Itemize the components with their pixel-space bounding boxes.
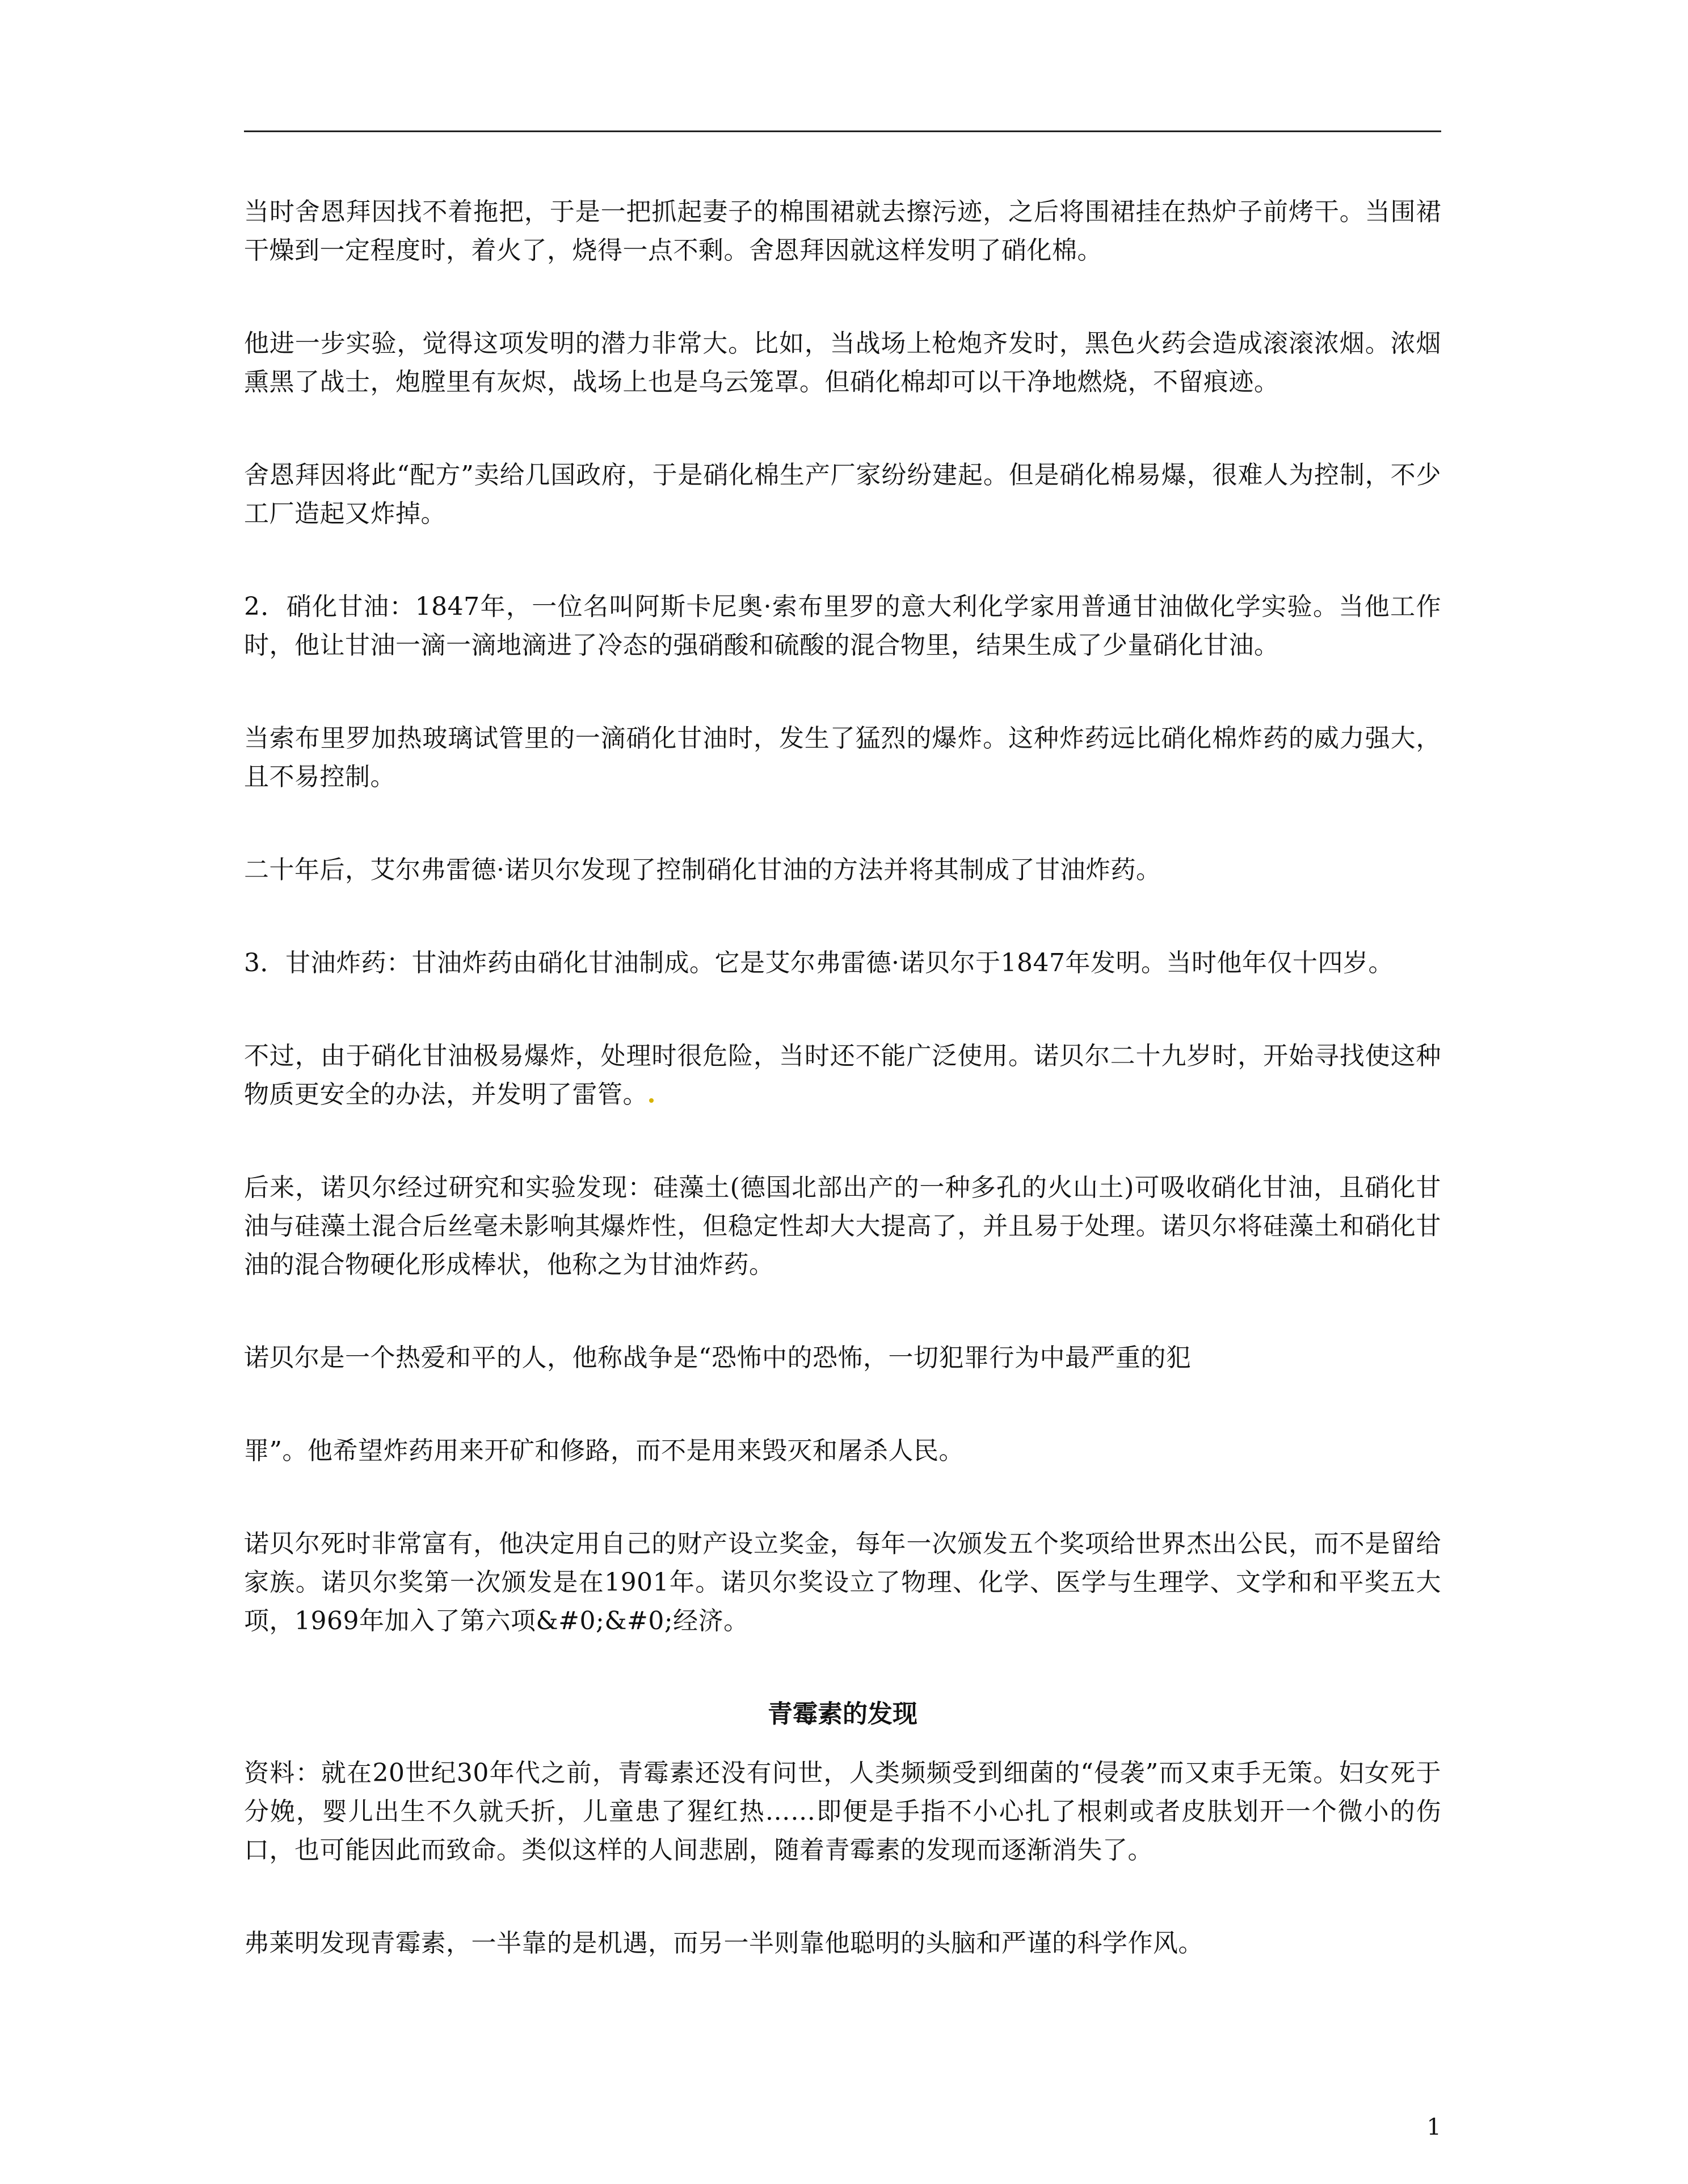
paragraph-detonator-text: 不过，由于硝化甘油极易爆炸，处理时很危险，当时还不能广泛使用。诺贝尔二十九岁时，开始寻找使这种物质更安全的办法，并发明了雷管。 xyxy=(244,1042,1441,1109)
page-number: 1 xyxy=(1426,2114,1441,2140)
header-rule xyxy=(244,130,1441,132)
paragraph-diatomaceous-earth: 后来，诺贝尔经过研究和实验发现：硅藻土(德国北部出产的一种多孔的火山土)可吸收硝化甘油，且硝化甘油与硅藻土混合后丝毫未影响其爆炸性，但稳定性却大大提高了，并且易于处理。诺贝尔将硅藻土和硝化甘油的混合物硬化形成棒状，他称之为甘油炸药。 xyxy=(244,1173,1441,1279)
highlight-marker xyxy=(649,1098,654,1103)
document-body xyxy=(244,193,1441,2017)
paragraph-dynamite: 3．甘油炸药：甘油炸药由硝化甘油制成。它是艾尔弗雷德·诺贝尔于1847年发明。当时他年仅十四岁。 xyxy=(244,948,1394,977)
paragraph-nitroglycerin: 2．硝化甘油：1847年，一位名叫阿斯卡尼奥·索布里罗的意大利化学家用普通甘油做化学实验。当他工作时，他让甘油一滴一滴地滴进了冷态的强硝酸和硫酸的混合物里，结果生成了少量硝化甘油。 xyxy=(244,592,1441,660)
paragraph-nitrocellulose-discovery: 当时舍恩拜因找不着拖把，于是一把抓起妻子的棉围裙就去擦污迹，之后将围裙挂在热炉子前烤干。当围裙干燥到一定程度时，着火了，烧得一点不剩。舍恩拜因就这样发明了硝化棉。 xyxy=(244,197,1441,265)
paragraph-nobel-control: 二十年后，艾尔弗雷德·诺贝尔发现了控制硝化甘油的方法并将其制成了甘油炸药。 xyxy=(244,855,1161,884)
section-heading: 青霉素的发现 xyxy=(768,1700,917,1728)
paragraph-penicillin-background: 资料：就在20世纪30年代之前，青霉素还没有问世，人类频频受到细菌的“侵袭”而又束手无策。妇女死于分娩，婴儿出生不久就夭折，儿童患了猩红热……即便是手指不小心扎了根刺或者皮肤划开一个微小的伤口，也可能因此而致命。类似这样的人间悲剧，随着青霉素的发现而逐渐消失了。 xyxy=(244,1759,1441,1865)
paragraph-nobel-prize: 诺贝尔死时非常富有，他决定用自己的财产设立奖金，每年一次颁发五个奖项给世界杰出公民，而不是留给家族。诺贝尔奖第一次颁发是在1901年。诺贝尔奖设立了物理、化学、医学与生理学、文学和和平奖五大项，1969年加入了第六项&#0;&#0;经济。 xyxy=(244,1529,1441,1635)
paragraph-nitrocellulose-factories: 舍恩拜因将此“配方”卖给几国政府，于是硝化棉生产厂家纷纷建起。但是硝化棉易爆，很难人为控制，不少工厂造起又炸掉。 xyxy=(244,461,1441,528)
paragraph-peace-quote-end: 罪”。他希望炸药用来开矿和修路，而不是用来毁灭和屠杀人民。 xyxy=(244,1436,964,1465)
paragraph-peace-quote-start: 诺贝尔是一个热爱和平的人，他称战争是“恐怖中的恐怖，一切犯罪行为中最严重的犯 xyxy=(244,1343,1192,1372)
paragraph-detonator xyxy=(244,1037,1441,1114)
paragraph-nitrocellulose-potential: 他进一步实验，觉得这项发明的潜力非常大。比如，当战场上枪炮齐发时，黑色火药会造成滚滚浓烟。浓烟熏黑了战士，炮膛里有灰烬，战场上也是乌云笼罩。但硝化棉却可以干净地燃烧，不留痕迹。 xyxy=(244,329,1441,397)
paragraph-nitroglycerin-explosion: 当索布里罗加热玻璃试管里的一滴硝化甘油时，发生了猛烈的爆炸。这种炸药远比硝化棉炸药的威力强大，且不易控制。 xyxy=(244,724,1441,791)
paragraph-fleming: 弗莱明发现青霉素，一半靠的是机遇，而另一半则靠他聪明的头脑和严谨的科学作风。 xyxy=(244,1929,1203,1958)
